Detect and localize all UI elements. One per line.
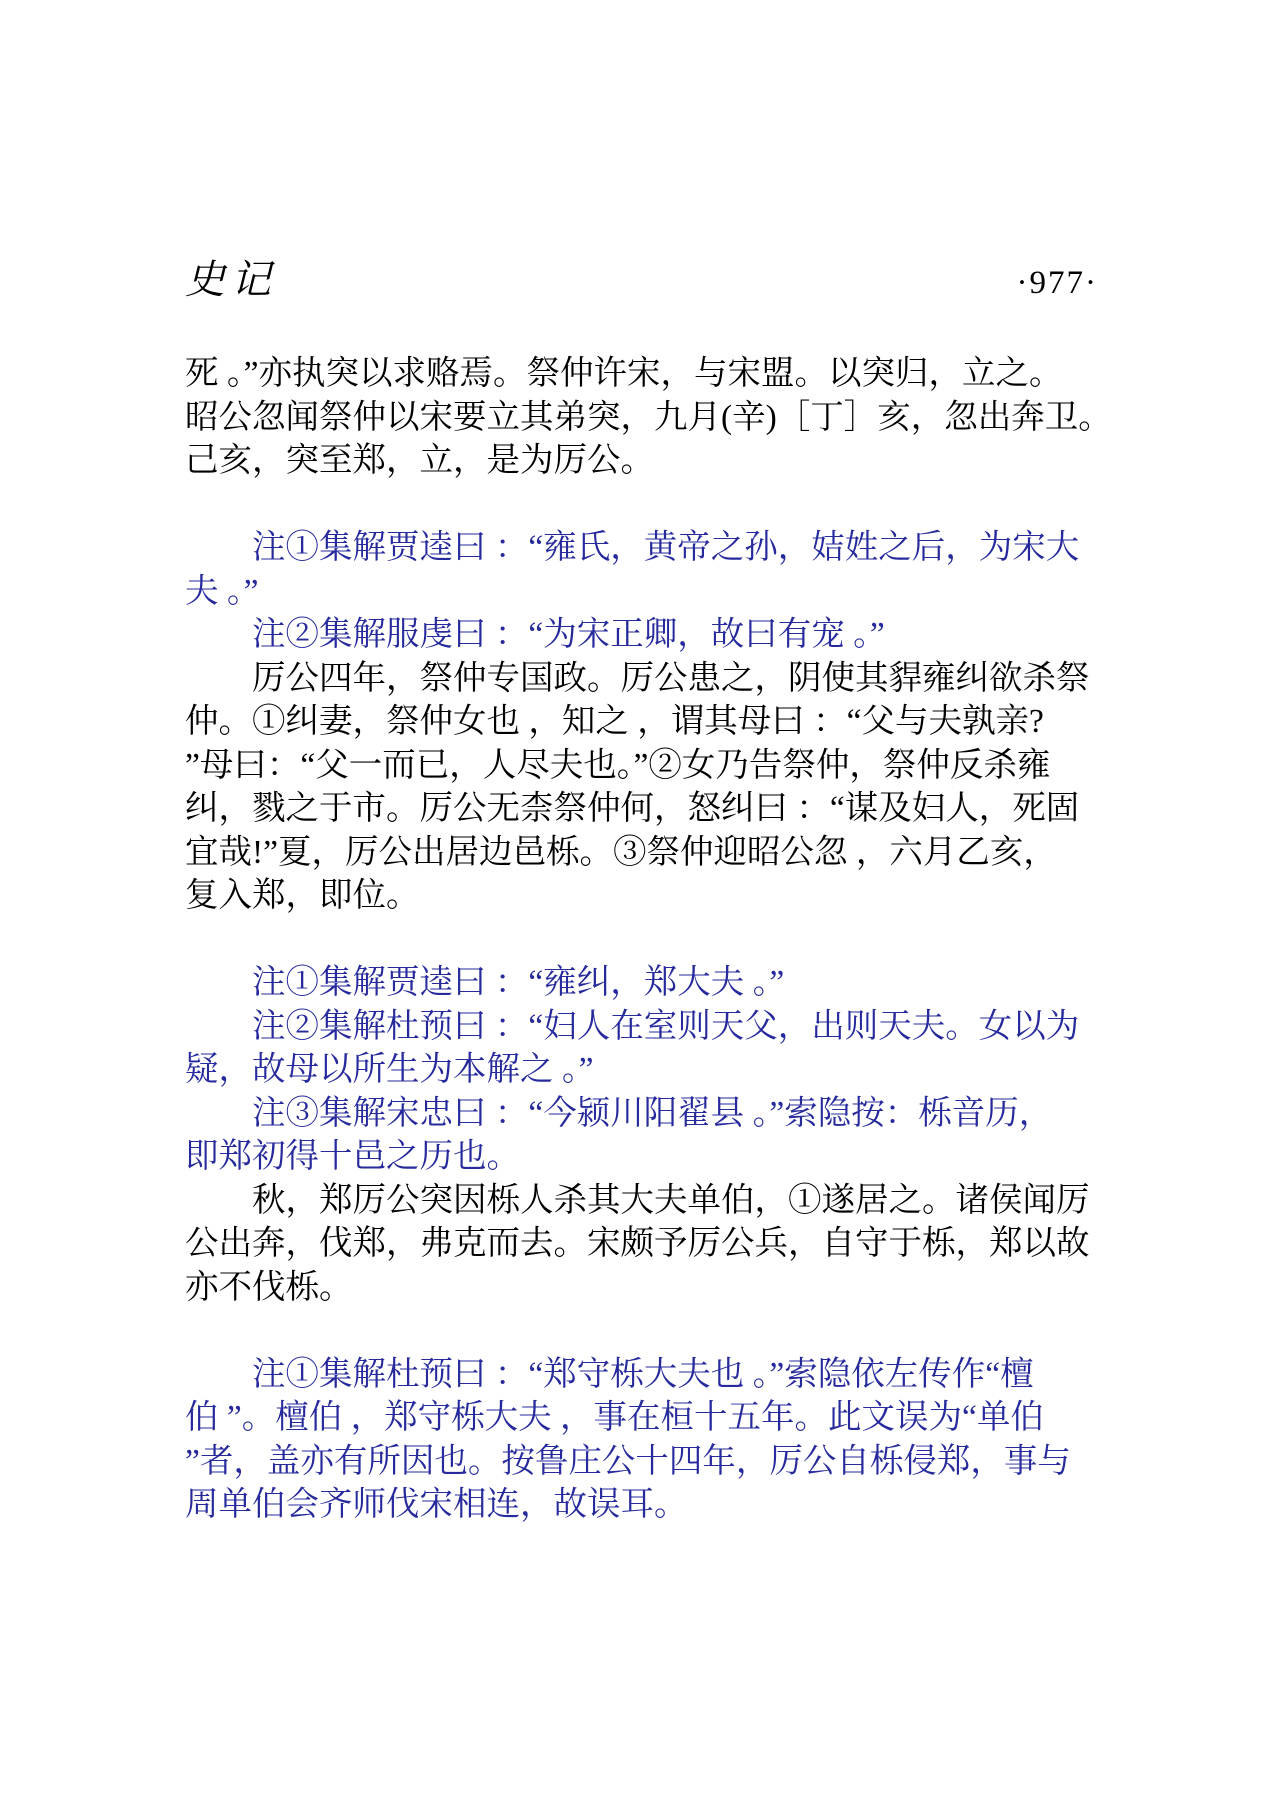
text-line: 死 。”亦执突以求赂焉。祭仲许宋，与宋盟。以突归，立之。 xyxy=(185,355,1063,392)
main-text-paragraph xyxy=(185,352,1170,483)
text-line: 注①集解贾逵曰 ：“雍纠，郑大夫 。” xyxy=(252,964,785,1001)
text-line: 公出奔，伐郑，弗克而去。宋颇予厉公兵，自守于栎，郑以故 xyxy=(185,1225,1090,1262)
text-line: 己亥，突至郑，立，是为厉公。 xyxy=(185,442,654,479)
text-line: 宜哉!”夏，厉公出居边邑栎。③祭仲迎昭公忽 ，六月乙亥， xyxy=(185,833,1057,871)
main-text-paragraph xyxy=(185,657,1170,918)
text-line: 厉公四年，祭仲专国政。厉公患之，阴使其貋雍纠欲杀祭 xyxy=(252,659,1090,697)
main-text-paragraph xyxy=(185,1179,1170,1310)
text-line: 注②集解杜预曰 ：“妇人在室则天父，出则天夫。女以为 xyxy=(252,1007,1080,1045)
text-line: 周单伯会齐师伐宋相连，故误耳。 xyxy=(185,1486,688,1523)
commentary-note-block xyxy=(185,526,1170,657)
text-line: 纠，戮之于市。厉公无柰祭仲何，怒纠曰 ：“谋及妇人，死固 xyxy=(185,790,1080,827)
text-line: 注①集解贾逵曰 ：“雍氏，黄帝之孙，姞姓之后，为宋大 xyxy=(252,529,1080,566)
text-line: 亦不伐栎。 xyxy=(185,1268,353,1306)
text-line: 复入郑，即位。 xyxy=(185,877,420,914)
page-header xyxy=(185,258,1098,302)
text-line: 昭公忽闻祭仲以宋要立其弟突，九月(辛)［丁］亥，忽出奔卫。 xyxy=(185,398,1112,436)
page-number: ·977· xyxy=(1016,265,1098,301)
book-title: 史记 xyxy=(185,257,277,302)
text-line: ”母曰：“父一而已，人尽夫也。”②女乃告祭仲，祭仲反杀雍 xyxy=(185,746,1051,784)
content xyxy=(185,352,1170,1527)
text-line: 即郑初得十邑之历也。 xyxy=(185,1138,520,1175)
text-line: 注①集解杜预曰 ：“郑守栎大夫也 。”索隐依左传作“檀 xyxy=(252,1355,1034,1393)
text-line: 伯 ”。檀伯 ，郑守栎大夫 ，事在桓十五年。此文误为“单伯 xyxy=(185,1399,1044,1436)
text-line: ”者，盖亦有所因也。按鲁庄公十四年，厉公自栎侵郑，事与 xyxy=(185,1442,1071,1480)
text-line: 注②集解服虔曰 ：“为宋正卿，故曰有宠 。” xyxy=(252,616,885,653)
text-line: 注③集解宋忠曰 ：“今颍川阳翟县 。”索隐按：栎音历， xyxy=(252,1094,1053,1132)
commentary-note-block xyxy=(185,961,1170,1179)
text-line: 秋，郑厉公突因栎人杀其大夫单伯，①遂居之。诸侯闻厉 xyxy=(252,1181,1090,1219)
text-line: 夫 。” xyxy=(185,572,259,610)
commentary-note-block xyxy=(185,1353,1170,1527)
text-line: 疑，故母以所生为本解之 。” xyxy=(185,1051,594,1088)
text-line: 仲。①纠妻，祭仲女也 ，知之 ，谓其母曰 ：“父与夫孰亲? xyxy=(185,703,1044,740)
